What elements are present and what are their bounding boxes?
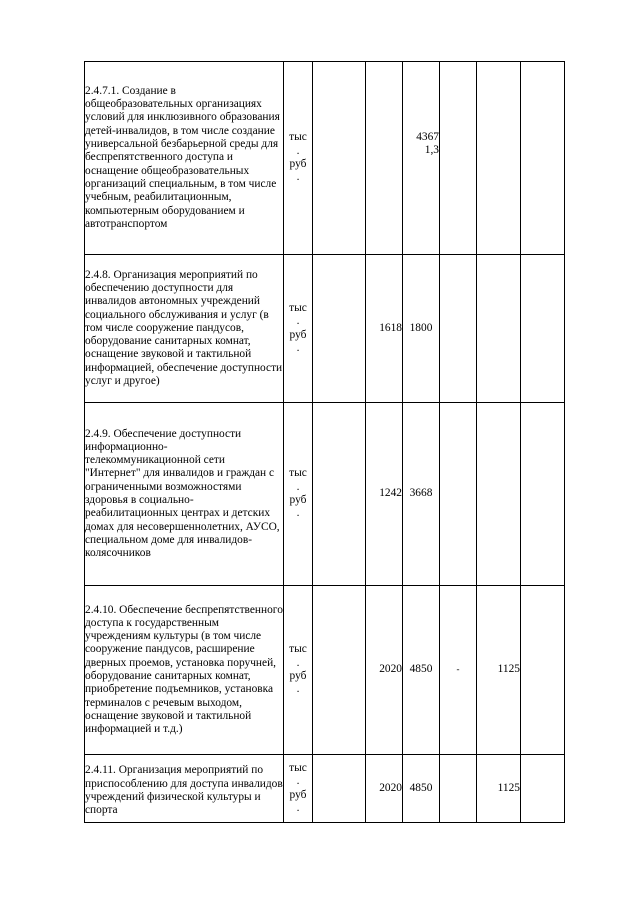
row-description: 2.4.11. Организация мероприятий по приспособлению для доступа инвалидов учреждений физической культуры и спорта [85, 755, 284, 823]
cell-value [313, 755, 366, 823]
row-description: 2.4.7.1. Создание в общеобразовательных организациях условий для инклюзивного образования детей-инвалидов, в том числе создание универсальной безбарьерной среды для беспрепятственного доступа и оснащение общеобразовательных организаций специальным, в том числе учебным, реабилитационным, компьютерным оборудованием и автотранспортом [85, 62, 284, 255]
cell-value: 1125 [477, 755, 521, 823]
row-unit: тыс . руб . [284, 586, 313, 755]
row-unit: тыс . руб . [284, 403, 313, 586]
table-row [85, 62, 565, 255]
cell-value [440, 755, 477, 823]
cell-value [313, 62, 366, 255]
dash-mark: - [456, 664, 460, 675]
cell-value [313, 586, 366, 755]
cell-value [477, 255, 521, 403]
table-row [85, 586, 565, 755]
row-description: 2.4.8. Организация мероприятий по обеспечению доступности для инвалидов автономных учреждений социального обслуживания и услуг (в том числе сооружение пандусов, оборудование санитарных комнат, оснащение звуковой и тактильной информацией, обеспечение доступности услуг и другое) [85, 255, 284, 403]
cell-value: 2020 [366, 586, 403, 755]
cell-value: 3668 [403, 403, 440, 586]
cell-value [313, 255, 366, 403]
cell-value: 1618 [366, 255, 403, 403]
cell-value: 4850 [403, 755, 440, 823]
cell-value: 1125 [477, 586, 521, 755]
table-row [85, 755, 565, 823]
cell-value: 1800 [403, 255, 440, 403]
cell-value: 4367 1,3 [403, 62, 440, 255]
table-row [85, 403, 565, 586]
cell-value [440, 403, 477, 586]
row-unit: тыс . руб . [284, 62, 313, 255]
cell-value: 2020 [366, 755, 403, 823]
cell-value [521, 586, 565, 755]
row-description: 2.4.9. Обеспечение доступности информационно-телекоммуникационной сети "Интернет" для инвалидов и граждан с ограниченными возможностями здоровья в социально-реабилитационных центрах и детских домах для несовершеннолетних, АУСО, специальном доме для инвалидов-колясочников [85, 403, 284, 586]
budget-table [84, 61, 565, 823]
cell-value [313, 403, 366, 586]
cell-value: 1242 [366, 403, 403, 586]
cell-value [440, 586, 477, 755]
cell-value [440, 62, 477, 255]
cell-value [440, 255, 477, 403]
cell-value: 4850 [403, 586, 440, 755]
cell-value [521, 755, 565, 823]
table-row [85, 255, 565, 403]
cell-value [521, 62, 565, 255]
cell-value [477, 403, 521, 586]
row-description: 2.4.10. Обеспечение беспрепятственного доступа к государственным учреждениям культуры (в том числе сооружение пандусов, расширение дверных проемов, установка поручней, оборудование санитарных комнат, приобретение подъемников, установка терминалов с речевым выходом, оснащение звуковой и тактильной информацией и т.д.) [85, 586, 284, 755]
cell-value [521, 255, 565, 403]
cell-value [477, 62, 521, 255]
row-unit: тыс . руб . [284, 755, 313, 823]
cell-value [521, 403, 565, 586]
table-body [85, 62, 565, 823]
cell-value [366, 62, 403, 255]
row-unit: тыс . руб . [284, 255, 313, 403]
